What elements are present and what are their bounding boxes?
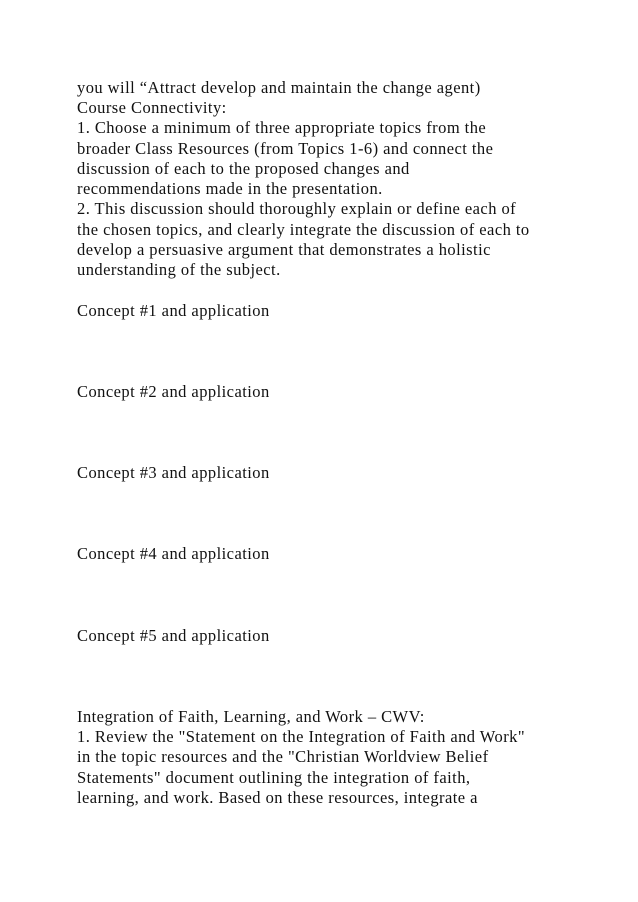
- intro-line-4: broader Class Resources (from Topics 1-6) and connect the: [77, 139, 494, 158]
- intro-line-6: recommendations made in the presentation.: [77, 179, 383, 198]
- section-heading-course-connectivity: Course Connectivity:: [77, 98, 227, 117]
- concept-1-heading: Concept #1 and application: [77, 301, 270, 320]
- intro-line-1: you will “Attract develop and maintain the change agent): [77, 78, 481, 97]
- concept-3-heading: Concept #3 and application: [77, 463, 270, 482]
- concept-4-heading: Concept #4 and application: [77, 544, 270, 563]
- intro-line-8: the chosen topics, and clearly integrate the discussion of each to: [77, 220, 530, 239]
- intro-line-3: 1. Choose a minimum of three appropriate topics from the: [77, 118, 487, 137]
- intro-line-7: 2. This discussion should thoroughly explain or define each of: [77, 199, 517, 218]
- section-heading-cwv: Integration of Faith, Learning, and Work – CWV:: [77, 707, 425, 726]
- concept-5-heading: Concept #5 and application: [77, 626, 270, 645]
- intro-line-9: develop a persuasive argument that demonstrates a holistic: [77, 240, 491, 259]
- concept-2-heading: Concept #2 and application: [77, 382, 270, 401]
- cwv-line-3: in the topic resources and the "Christian Worldview Belief: [77, 747, 489, 766]
- intro-line-10: understanding of the subject.: [77, 260, 281, 279]
- cwv-line-2: 1. Review the "Statement on the Integration of Faith and Work": [77, 727, 526, 746]
- cwv-line-4: Statements" document outlining the integration of faith,: [77, 768, 471, 787]
- intro-line-5: discussion of each to the proposed changes and: [77, 159, 410, 178]
- cwv-line-5: learning, and work. Based on these resources, integrate a: [77, 788, 478, 807]
